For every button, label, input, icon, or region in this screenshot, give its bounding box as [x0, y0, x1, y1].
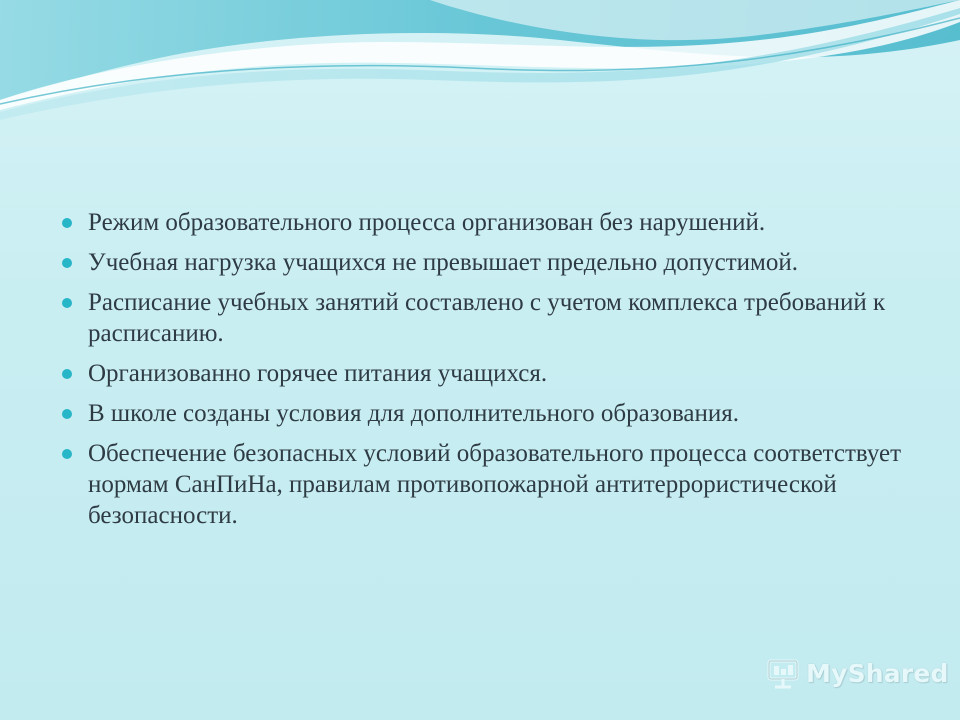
- bullet-text: Обеспечение безопасных условий образовательного процесса соответствует нормам СанПиНа, правилам противопожарной антитеррористической безопасности.: [88, 440, 902, 529]
- bullet-icon: [62, 258, 72, 268]
- bullet-list: [62, 207, 922, 531]
- list-item: [62, 207, 922, 238]
- bullet-text: Учебная нагрузка учащихся не превышает предельно допустимой.: [88, 249, 798, 276]
- bullet-text: В школе созданы условия для дополнительного образования.: [88, 400, 740, 427]
- bullet-icon: [62, 409, 72, 419]
- list-item: [62, 247, 922, 278]
- bullet-text: Режим образовательного процесса организован без нарушений.: [88, 209, 766, 236]
- list-item: [62, 398, 922, 429]
- bullet-icon: [62, 218, 72, 228]
- myshared-watermark: [766, 656, 949, 690]
- bullet-icon: [62, 298, 72, 308]
- list-item: [62, 287, 922, 349]
- bullet-text: Расписание учебных занятий составлено с учетом комплекса требований к расписанию.: [88, 289, 886, 347]
- bullet-icon: [62, 449, 72, 459]
- watermark-text: MyShared: [806, 658, 949, 688]
- list-item: [62, 358, 922, 389]
- bullet-text: Организованно горячее питания учащихся.: [88, 360, 548, 387]
- slide-content: [62, 207, 922, 540]
- list-item: [62, 438, 922, 531]
- wave-header-decoration: [0, 0, 960, 130]
- bullet-icon: [62, 369, 72, 379]
- presentation-board-icon: [766, 656, 800, 690]
